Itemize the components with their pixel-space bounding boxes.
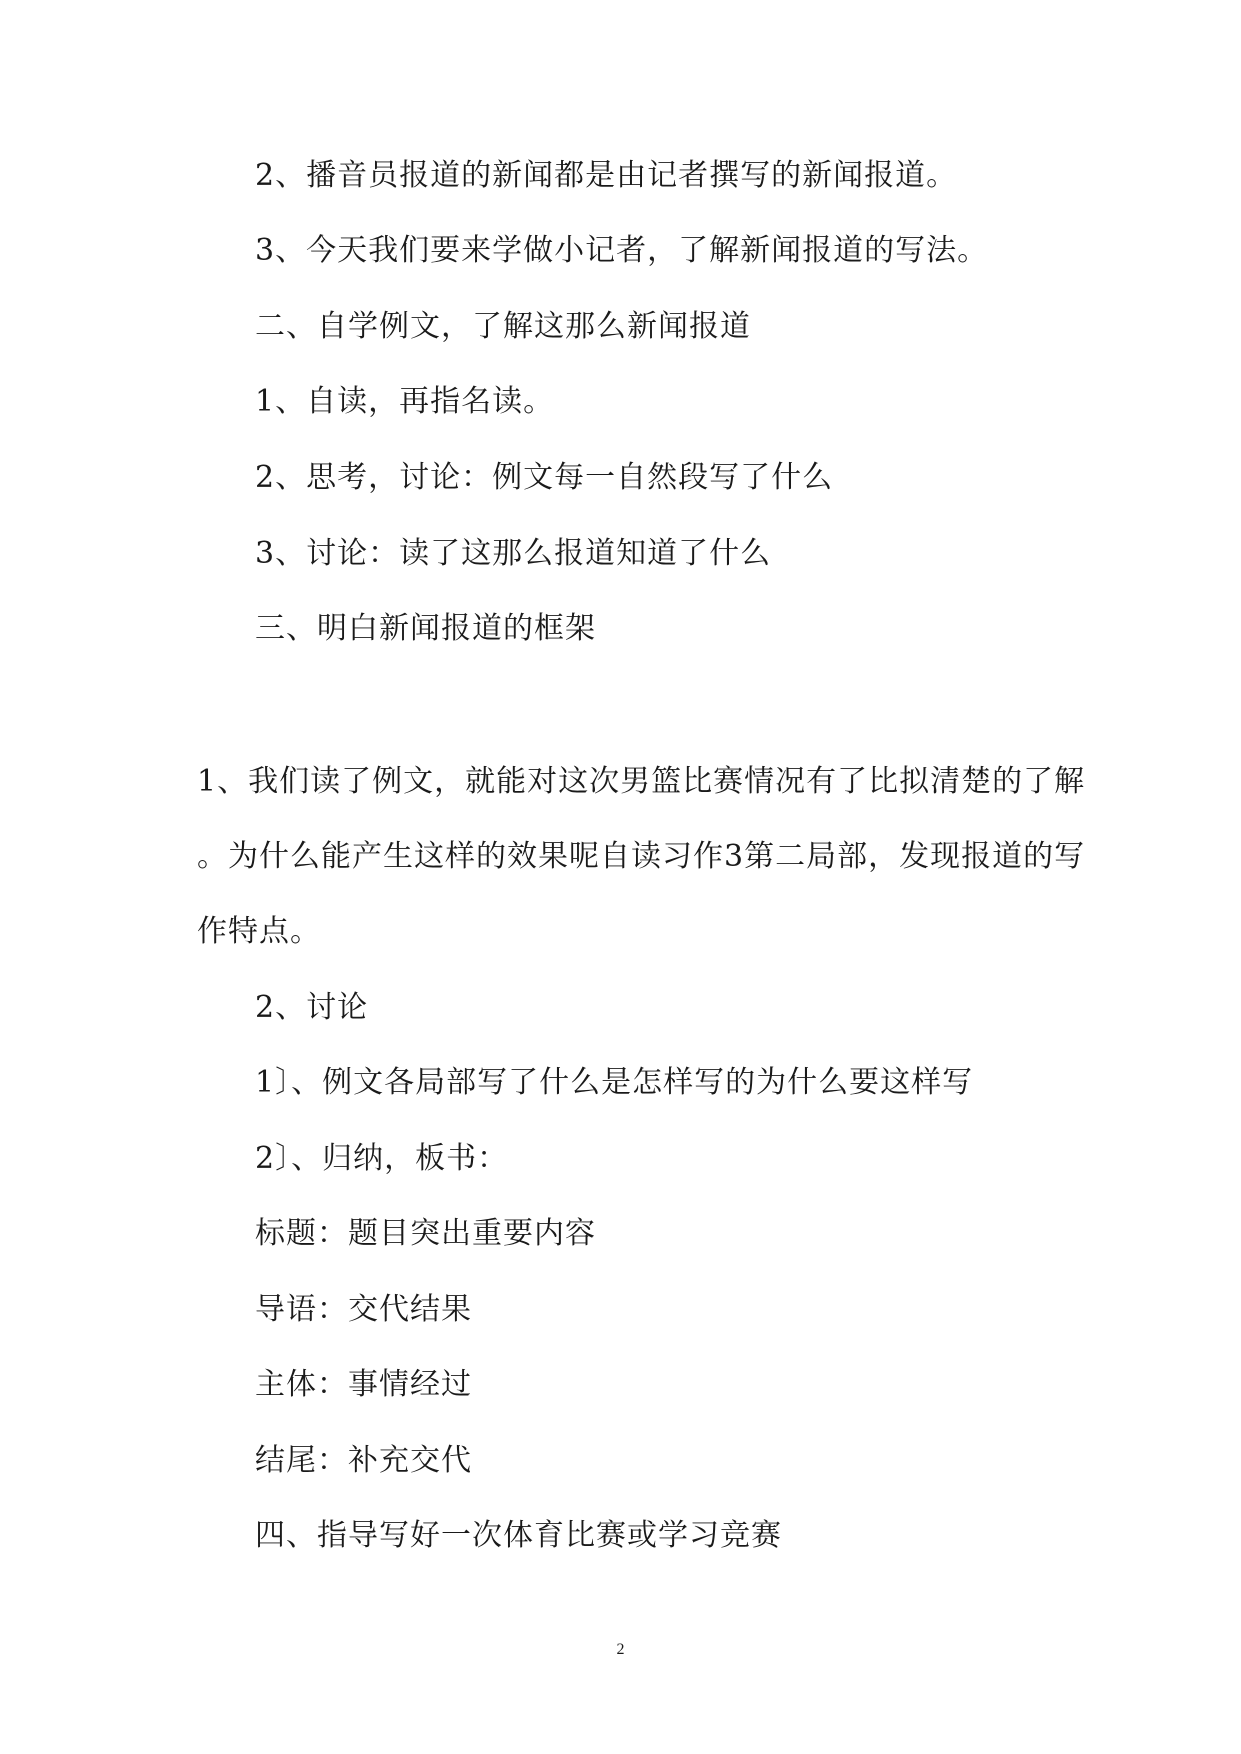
paragraph: 3、今天我们要来学做小记者，了解新闻报道的写法。 bbox=[255, 233, 989, 268]
paragraph: 作特点。 bbox=[197, 914, 321, 949]
paragraph: 结尾：补充交代 bbox=[255, 1443, 472, 1478]
paragraph: 1〕、例文各局部写了什么是怎样写的为什么要这样写 bbox=[255, 1065, 974, 1100]
section-heading: 三、明白新闻报道的框架 bbox=[255, 611, 596, 646]
paragraph: 。为什么能产生这样的效果呢自读习作3第二局部，发现报道的写 bbox=[197, 839, 1086, 874]
page-number: 2 bbox=[616, 1641, 625, 1658]
section-heading: 四、指导写好一次体育比赛或学习竞赛 bbox=[255, 1518, 782, 1553]
paragraph: 主体：事情经过 bbox=[255, 1367, 472, 1402]
paragraph: 2、播音员报道的新闻都是由记者撰写的新闻报道。 bbox=[255, 158, 958, 193]
paragraph: 导语：交代结果 bbox=[255, 1292, 472, 1327]
paragraph: 3、讨论：读了这那么报道知道了什么 bbox=[255, 536, 772, 571]
paragraph: 2、讨论 bbox=[255, 990, 369, 1025]
paragraph: 2、思考，讨论：例文每一自然段写了什么 bbox=[255, 460, 834, 495]
paragraph: 1、我们读了例文，就能对这次男篮比赛情况有了比拟清楚的了解 bbox=[197, 764, 1086, 799]
paragraph: 1、自读，再指名读。 bbox=[255, 384, 555, 419]
paragraph: 标题：题目突出重要内容 bbox=[255, 1216, 596, 1251]
section-heading: 二、自学例文，了解这那么新闻报道 bbox=[255, 309, 751, 344]
paragraph: 2〕、归纳，板书： bbox=[255, 1141, 509, 1176]
